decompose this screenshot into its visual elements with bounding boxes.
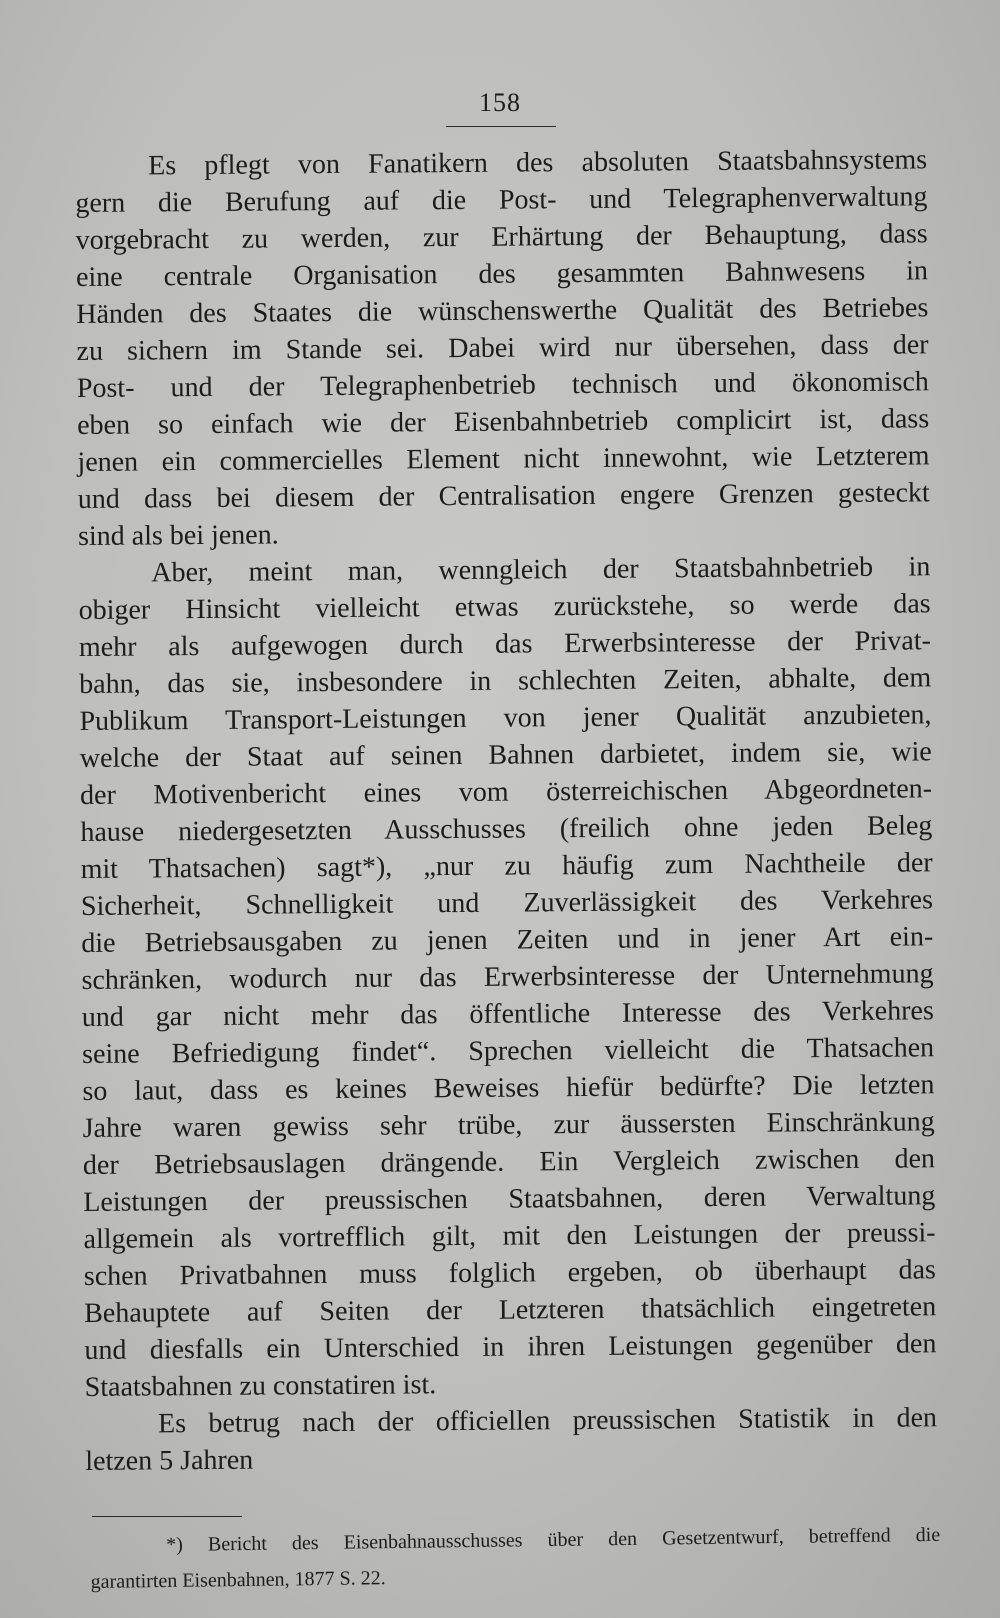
text-line: Staatsbahnen zu constatiren ist.: [84, 1369, 437, 1403]
text-line: die Betriebsausgaben zu jenen Zeiten und in jener Art ein-: [81, 921, 934, 959]
text-line: welche der Staat auf seinen Bahnen darbietet, indem sie, wie: [79, 736, 932, 774]
text-line: hause niedergesetzten Ausschusses (freilich ohne jeden Beleg: [80, 810, 933, 848]
footnote-line: garantirten Eisenbahnen, 1877 S. 22.: [90, 1567, 386, 1593]
page-number: 158: [479, 88, 521, 117]
text-line: Publikum Transport-Leistungen von jener Qualität anzubieten,: [79, 699, 932, 737]
footnote: [90, 1517, 941, 1600]
text-line: zu sichern im Stande sei. Dabei wird nur übersehen, dass der: [76, 329, 929, 367]
text-line: Es pflegt von Fanatikern des absoluten Staatsbahnsystems: [148, 144, 928, 182]
paragraph: [78, 548, 937, 1406]
paragraph: [75, 141, 930, 555]
text-line: so laut, dass es keines Beweises hiefür bedürfte? Die letzten: [82, 1069, 935, 1107]
text-line: bahn, das sie, insbesondere in schlechten Zeiten, abhalte, dem: [79, 662, 932, 700]
text-line: gern die Berufung auf die Post- und Telegraphenverwaltung: [75, 181, 928, 219]
text-line: Händen des Staates die wünschenswerthe Qualität des Betriebes: [76, 292, 929, 330]
text-line: und gar nicht mehr das öffentliche Interesse des Verkehres: [81, 995, 934, 1033]
text-line: obiger Hinsicht vielleicht etwas zurückstehe, so werde das: [78, 588, 931, 626]
text-line: und dass bei diesem der Centralisation engere Grenzen gesteckt: [77, 477, 930, 515]
paragraph: [85, 1399, 938, 1480]
page-number-rule: [446, 126, 556, 127]
text-line: jenen ein commercielles Element nicht innewohnt, wie Letzterem: [77, 440, 930, 478]
text-line: der Betriebsauslagen drängende. Ein Vergleich zwischen den: [82, 1143, 936, 1181]
text-line: Aber, meint man, wenngleich der Staatsbahnbetrieb in: [151, 551, 931, 589]
footnote-rule: [92, 1516, 242, 1517]
text-line: der Motivenbericht eines vom österreichischen Abgeordneten-: [79, 773, 933, 811]
text-line: schen Privatbahnen muss folglich ergeben, ob überhaupt das: [83, 1254, 936, 1292]
text-line: allgemein als vortrefflich gilt, mit den Leistungen der preussi-: [83, 1217, 936, 1255]
text-line: letzen 5 Jahren: [85, 1444, 254, 1477]
text-line: Post- und der Telegraphenbetrieb technisch und ökonomisch: [76, 366, 929, 404]
text-line: vorgebracht zu werden, zur Erhärtung der Behauptung, dass: [75, 218, 928, 256]
text-line: mehr als aufgewogen durch das Erwerbsinteresse der Privat-: [78, 625, 932, 663]
text-line: eine centrale Organisation des gesammten Bahnwesens in: [75, 255, 929, 293]
text-line: mit Thatsachen) sagt*), „nur zu häufig zum Nachtheile der: [80, 847, 933, 885]
footnote-line: *) Bericht des Eisenbahnausschusses über den Gesetzentwurf, betreffend die: [166, 1523, 941, 1557]
text-line: Jahre waren gewiss sehr trübe, zur äussersten Einschränkung: [82, 1106, 935, 1144]
text-line: Sicherheit, Schnelligkeit und Zuverlässigkeit des Verkehres: [80, 884, 934, 922]
text-line: Behauptete auf Seiten der Letzteren thatsächlich eingetreten: [84, 1291, 937, 1329]
text-line: seine Befriedigung findet“. Sprechen vielleicht die Thatsachen: [81, 1032, 935, 1070]
text-line: eben so einfach wie der Eisenbahnbetrieb complicirt ist, dass: [77, 403, 930, 441]
body-text: [75, 141, 937, 1480]
text-line: Leistungen der preussischen Staatsbahnen, deren Verwaltung: [83, 1180, 936, 1218]
text-line: und diesfalls ein Unterschied in ihren Leistungen gegenüber den: [84, 1328, 937, 1366]
text-line: schränken, wodurch nur das Erwerbsinteresse der Unternehmung: [81, 958, 934, 996]
text-line: sind als bei jenen.: [77, 519, 279, 552]
text-line: Es betrug nach der officiellen preussischen Statistik in den: [157, 1402, 938, 1440]
